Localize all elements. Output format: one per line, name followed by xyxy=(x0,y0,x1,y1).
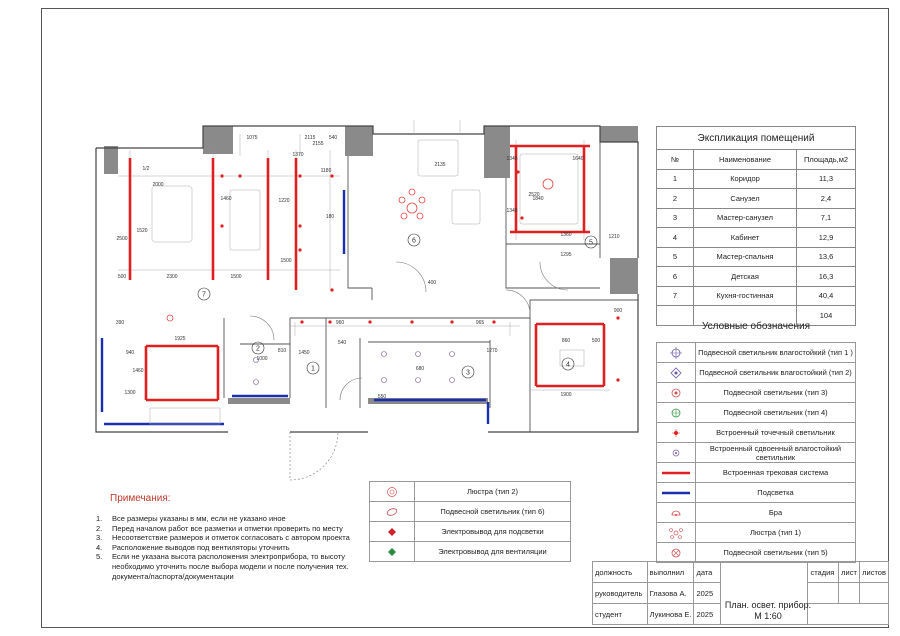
dimension-label: 180 xyxy=(325,214,335,220)
legend-label: Люстра (тип 2) xyxy=(415,482,571,502)
chandelier-icon xyxy=(419,197,425,203)
dimension-label: 1500 xyxy=(280,258,292,264)
dimension-label: 1295 xyxy=(560,252,572,258)
note-number: 1. xyxy=(96,514,103,523)
legend-row xyxy=(657,543,856,563)
track-line xyxy=(536,324,604,386)
notes-title: Примечания: xyxy=(110,493,171,504)
dimension-label: 2300 xyxy=(166,274,178,280)
legend-row xyxy=(657,523,856,543)
legend-row xyxy=(657,363,856,383)
dimension-label: 1925 xyxy=(174,336,186,342)
dimension-label: 1075 xyxy=(246,135,258,141)
dimension-label: 1300 xyxy=(124,390,136,396)
stamp-header: стадия xyxy=(808,562,839,583)
stamp-role: руководитель xyxy=(593,583,648,604)
table-row xyxy=(657,208,856,228)
stamp-header: дата xyxy=(694,562,720,583)
spot-icon xyxy=(298,248,301,251)
plan-column xyxy=(600,126,638,142)
row-number: 2 xyxy=(657,189,694,209)
legend-row xyxy=(370,522,571,542)
plan-door xyxy=(506,290,530,314)
legend-label: Подвесной светильник (тип 4) xyxy=(696,403,856,423)
legend-label: Встроенный сдвоенный влагостойкий светильник xyxy=(696,443,856,463)
room-name: Детская xyxy=(694,267,797,287)
room-name: Коридор xyxy=(694,169,797,189)
backlight-outlet-icon xyxy=(385,525,399,539)
dimension-label: 2500 xyxy=(116,236,128,242)
plan-grid-lines xyxy=(118,150,340,290)
stamp-date: 2025 xyxy=(694,604,720,625)
double-spot-icon xyxy=(382,378,387,383)
row-number: 3 xyxy=(657,208,694,228)
legend-label: Подсветка xyxy=(696,483,856,503)
bath xyxy=(418,140,458,176)
table-row xyxy=(657,267,856,287)
stamp-header: должность xyxy=(593,562,648,583)
note-number: 3. xyxy=(96,533,103,543)
room-name: Мастер-санузел xyxy=(694,208,797,228)
dimension-label: 540 xyxy=(337,340,347,346)
stamp-header: выполнил xyxy=(647,562,694,583)
plan-outer-wall xyxy=(488,294,638,432)
legend-row xyxy=(657,463,856,483)
dimension-label: 680 xyxy=(415,366,425,372)
stamp-role: студент xyxy=(593,604,648,625)
note-item xyxy=(96,552,366,581)
pendant-type4-icon xyxy=(669,406,683,420)
spot-icon xyxy=(238,174,241,177)
pendant-type5-icon xyxy=(669,546,683,560)
pendant-type6-icon xyxy=(385,505,399,519)
spot-icon xyxy=(330,174,333,177)
room-number: 2 xyxy=(256,345,260,353)
plan-column xyxy=(484,126,510,178)
room-name: Кабинет xyxy=(694,228,797,248)
note-text: Перед началом работ все разметки и отметки проверить по месту xyxy=(112,523,343,533)
dimension-label: 1500 xyxy=(230,274,242,280)
dimension-label: 1345 xyxy=(506,208,518,214)
explication-table xyxy=(656,126,856,326)
spot-icon xyxy=(298,174,301,177)
legend-row xyxy=(370,482,571,502)
dimension-label: 500 xyxy=(591,338,601,344)
total-area: 104 xyxy=(797,306,856,326)
double-spot-icon xyxy=(450,378,455,383)
dimension-label: 1360 xyxy=(560,232,572,238)
track-system-icon xyxy=(661,469,691,477)
chandelier-icon xyxy=(401,213,407,219)
spot-icon xyxy=(492,320,495,323)
note-number: 2. xyxy=(96,523,103,533)
legend-row xyxy=(657,403,856,423)
note-number: 4. xyxy=(96,542,103,552)
room-area: 12,9 xyxy=(797,228,856,248)
sheet-title xyxy=(720,600,816,622)
double-spot-icon xyxy=(416,352,421,357)
room-area: 16,3 xyxy=(797,267,856,287)
legend-row xyxy=(657,483,856,503)
stamp-header: лист xyxy=(839,562,860,583)
legend-row xyxy=(657,443,856,463)
spot-icon xyxy=(516,170,519,173)
chandelier-type2-icon xyxy=(385,485,399,499)
legend-row xyxy=(657,503,856,523)
spot-icon xyxy=(300,320,303,323)
room-number: 5 xyxy=(589,239,593,247)
pendant-type1-icon xyxy=(669,346,683,360)
dimension-label: 940 xyxy=(125,350,135,356)
plan-column xyxy=(104,146,118,174)
dimension-label: 400 xyxy=(427,280,437,286)
spot-icon xyxy=(450,320,453,323)
table-row xyxy=(657,228,856,248)
legend-label: Подвесной светильник (тип 3) xyxy=(696,383,856,403)
explication-title: Экспликация помещений xyxy=(657,127,856,150)
dimension-label: 550 xyxy=(377,394,387,400)
plan-wall xyxy=(228,398,290,404)
legend-label: Подвесной светильник влагостойкий (тип 2) xyxy=(696,363,856,383)
chandelier-icon xyxy=(399,197,405,203)
sconce-icon xyxy=(669,506,683,520)
stamp-header: листов xyxy=(860,562,889,583)
note-text: Все размеры указаны в мм, если не указано иное xyxy=(112,514,286,523)
dimension-label: 1460 xyxy=(220,196,232,202)
room-name: Мастер-спальня xyxy=(694,247,797,267)
sofa xyxy=(230,190,260,250)
note-text: Расположение выводов под вентиляторы уточнить xyxy=(112,542,290,552)
dimension-label: 1000 xyxy=(256,356,268,362)
dimension-label: 2155 xyxy=(312,141,324,147)
pendant-type3-icon xyxy=(669,386,683,400)
room-number: 3 xyxy=(466,369,470,377)
dimension-label: 1210 xyxy=(608,234,620,240)
table-row xyxy=(657,286,856,306)
room-name: Кухня-гостинная xyxy=(694,286,797,306)
note-text: Если не указана высота расположения электроприбора, то высоту необходимо уточнить после выбора модели и после получения тех. документа/паспорта/документации xyxy=(112,552,349,581)
spot-icon xyxy=(616,378,619,381)
legend-row xyxy=(370,502,571,522)
plan-door xyxy=(340,378,362,400)
desk xyxy=(560,350,584,366)
room-area: 7,1 xyxy=(797,208,856,228)
plan-door xyxy=(250,316,274,340)
dimension-label: 810 xyxy=(277,348,287,354)
dimension-label: 1640 xyxy=(572,156,584,162)
dining-table xyxy=(152,186,192,242)
notes-list xyxy=(96,514,366,581)
recessed-double-icon xyxy=(669,446,683,460)
shower xyxy=(452,190,480,224)
room-number: 6 xyxy=(412,237,416,245)
dimension-label: 390 xyxy=(115,320,125,326)
chandelier-icon xyxy=(409,189,415,195)
dimension-label: 1180 xyxy=(320,168,332,174)
note-item xyxy=(96,543,366,553)
plan-door xyxy=(540,262,568,290)
legend-label: Электровывод для вентиляции xyxy=(415,542,571,562)
dimension-label: 2135 xyxy=(434,162,446,168)
row-number: 7 xyxy=(657,286,694,306)
chandelier-type1-icon xyxy=(668,525,684,541)
note-item xyxy=(96,533,366,543)
room-area: 11,3 xyxy=(797,169,856,189)
spot-icon xyxy=(220,224,223,227)
sheet-scale: М 1:60 xyxy=(754,611,782,621)
dimension-label: 1220 xyxy=(278,198,290,204)
dimension-label: 1270 xyxy=(486,348,498,354)
note-item xyxy=(96,524,366,534)
double-spot-icon xyxy=(382,352,387,357)
legend-label: Электровывод для подсветки xyxy=(415,522,571,542)
dimension-label: 1520 xyxy=(136,228,148,234)
plan-column xyxy=(345,126,373,156)
plan-door xyxy=(396,262,426,292)
dimension-label: 2520 xyxy=(528,192,540,198)
explication-header: Наименование xyxy=(694,150,797,170)
dimension-label: 1/2 xyxy=(142,166,150,172)
legend-row xyxy=(370,542,571,562)
double-spot-icon xyxy=(450,352,455,357)
room-name: Санузел xyxy=(694,189,797,209)
plan-column xyxy=(610,258,638,294)
stamp-date: 2025 xyxy=(694,583,720,604)
legend-label: Встроенная трековая система xyxy=(696,463,856,483)
chandelier-icon xyxy=(417,213,423,219)
dimension-label: 1370 xyxy=(292,152,304,158)
dimension-label: 860 xyxy=(561,338,571,344)
spot-icon xyxy=(616,316,619,319)
legend-label: Бра xyxy=(696,503,856,523)
double-spot-icon xyxy=(416,378,421,383)
plan-entry-door xyxy=(290,432,338,480)
dimension-label: 1450 xyxy=(298,350,310,356)
stamp-name: Лукинова Е. xyxy=(647,604,694,625)
room-number: 7 xyxy=(202,291,206,299)
row-number: 1 xyxy=(657,169,694,189)
room-area: 40,4 xyxy=(797,286,856,306)
spot-icon xyxy=(220,174,223,177)
kitchen-counter xyxy=(150,408,220,424)
track-line xyxy=(146,346,218,400)
secondary-legend-table xyxy=(369,481,571,562)
legend-title: Условные обозначения xyxy=(701,321,811,332)
spot-icon xyxy=(520,216,523,219)
room-area: 2,4 xyxy=(797,189,856,209)
spot-icon xyxy=(330,288,333,291)
double-spot-icon xyxy=(254,380,259,385)
row-number: 5 xyxy=(657,247,694,267)
dimension-label: 2000 xyxy=(152,182,164,188)
dimension-label: 965 xyxy=(475,320,485,326)
dimension-label: 1460 xyxy=(132,368,144,374)
stamp-name: Глазова А. xyxy=(647,583,694,604)
room-number: 1 xyxy=(311,365,315,373)
dimension-label: 2115 xyxy=(304,135,316,141)
pendant-type2-icon xyxy=(669,366,683,380)
recessed-spot-icon xyxy=(669,426,683,440)
room-number: 4 xyxy=(566,361,570,369)
backlight-icon xyxy=(661,489,691,497)
dimension-label: 1900 xyxy=(560,392,572,398)
explication-header: Площадь,м2 xyxy=(797,150,856,170)
explication-header: № xyxy=(657,150,694,170)
dimension-label: 960 xyxy=(335,320,345,326)
sheet-title-line1: План. освет. прибор. xyxy=(724,600,812,610)
note-number: 5. xyxy=(96,552,103,562)
legend-label: Подвесной светильник (тип 6) xyxy=(415,502,571,522)
legend-row xyxy=(657,383,856,403)
row-number: 4 xyxy=(657,228,694,248)
spot-icon xyxy=(410,320,413,323)
room-area: 13,6 xyxy=(797,247,856,267)
legend-row xyxy=(657,343,856,363)
spot-icon xyxy=(368,320,371,323)
legend-label: Встроенный точечный светильник xyxy=(696,423,856,443)
dimension-label: 1345 xyxy=(506,156,518,162)
legend-row xyxy=(657,423,856,443)
chandelier-icon xyxy=(543,179,553,189)
note-text: Несоответствие размеров и отметок согласовать с автором проекта xyxy=(112,533,350,543)
table-row xyxy=(657,189,856,209)
dimension-label: 540 xyxy=(328,135,338,141)
legend-table xyxy=(656,342,856,563)
pendant-icon xyxy=(167,315,173,321)
table-row xyxy=(657,247,856,267)
table-row xyxy=(657,169,856,189)
plan-wall xyxy=(348,156,372,288)
chandelier-icon xyxy=(407,203,417,213)
spot-icon xyxy=(298,224,301,227)
plan-grid-lines xyxy=(530,324,610,390)
plan-column xyxy=(203,126,233,154)
dimension-label: 500 xyxy=(117,274,127,280)
dimension-label: 1840 xyxy=(532,196,544,202)
legend-label: Подвесной светильник (тип 5) xyxy=(696,543,856,563)
spot-icon xyxy=(328,320,331,323)
plan-grid-lines xyxy=(290,322,520,336)
vent-outlet-icon xyxy=(385,545,399,559)
legend-label: Подвесной светильник влагостойкий (тип 1 ) xyxy=(696,343,856,363)
legend-label: Люстра (тип 1) xyxy=(696,523,856,543)
dimension-label: 900 xyxy=(613,308,623,314)
note-item xyxy=(96,514,366,524)
row-number: 6 xyxy=(657,267,694,287)
